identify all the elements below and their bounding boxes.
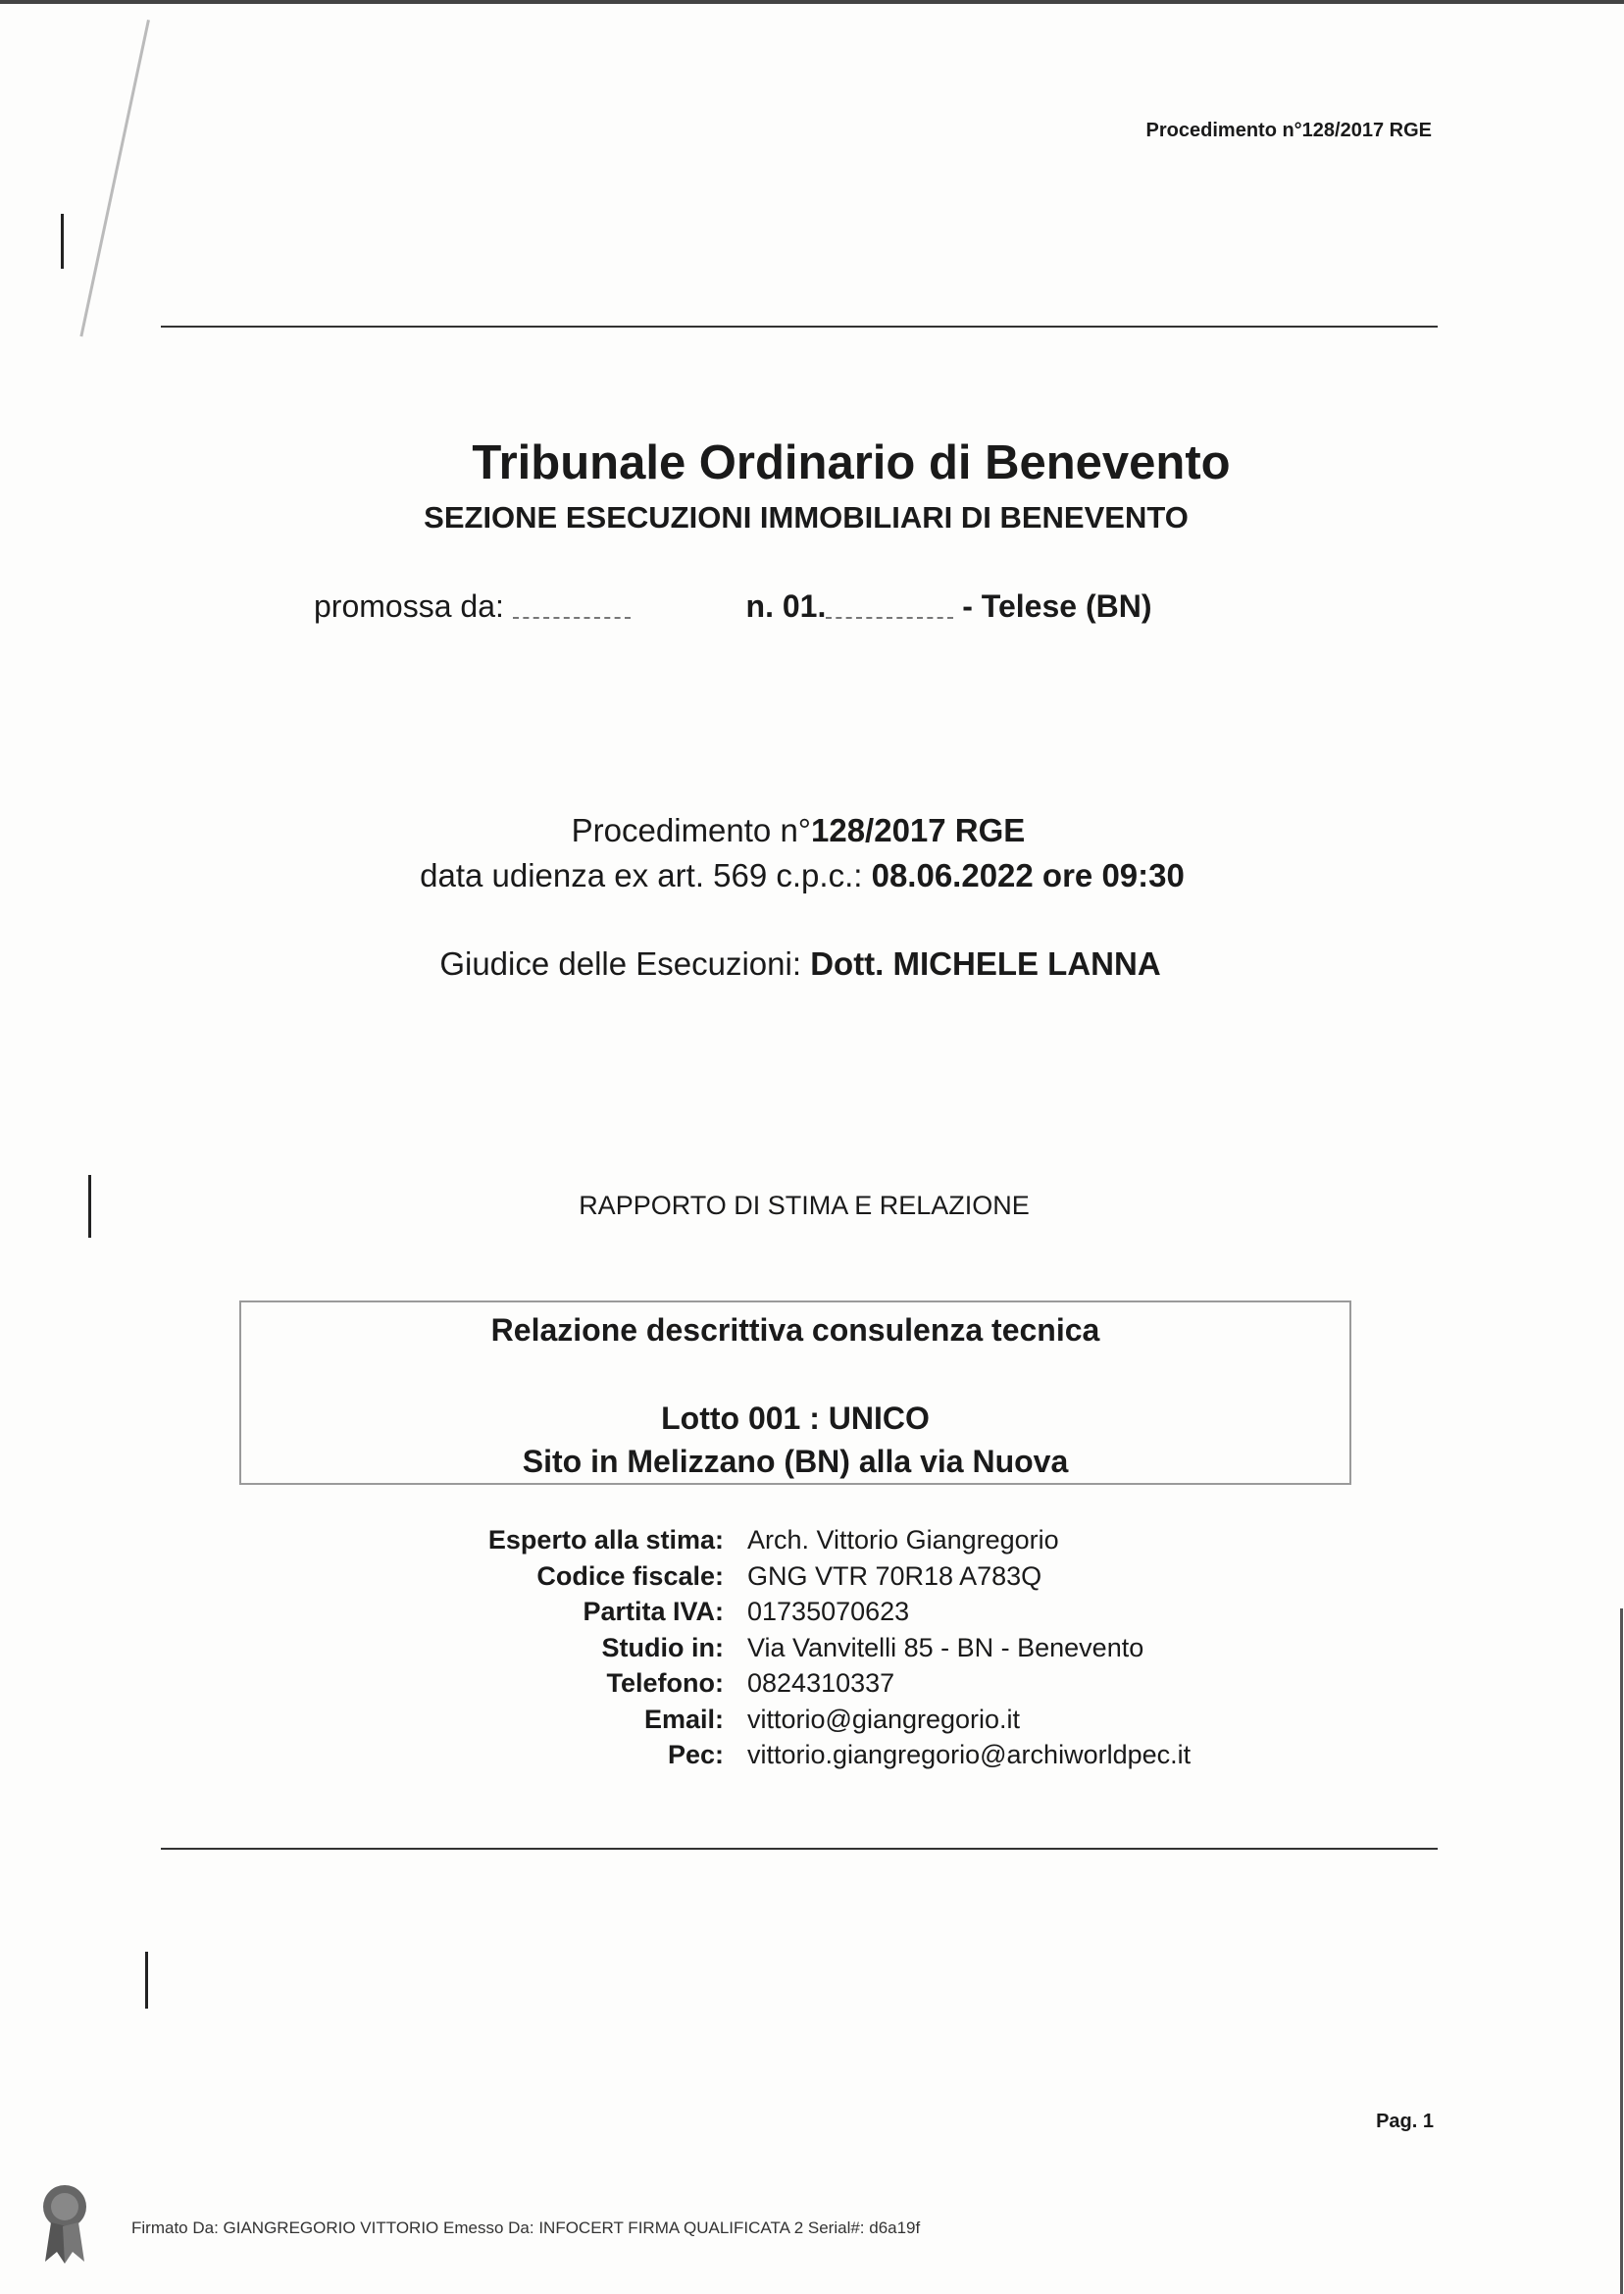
expert-label: Telefono: (606, 1668, 724, 1698)
expert-value: GNG VTR 70R18 A783Q (747, 1560, 1042, 1591)
judge-value: Dott. MICHELE LANNA (810, 945, 1161, 982)
expert-value: Arch. Vittorio Giangregorio (747, 1525, 1059, 1555)
redacted-name (513, 599, 631, 619)
hearing-line (0, 857, 1614, 894)
report-box-title: Relazione descrittiva consulenza tecnica (490, 1312, 1100, 1348)
expert-row (392, 1558, 1275, 1595)
procedure-line (0, 812, 1610, 849)
report-box (239, 1300, 1351, 1485)
expert-row (392, 1665, 1275, 1702)
court-section: SEZIONE ESECUZIONI IMMOBILIARI DI BENEVENTO (424, 500, 1189, 535)
expert-label: Codice fiscale: (536, 1560, 724, 1591)
promossa-suffix: - Telese (BN) (962, 588, 1152, 624)
hearing-label: data udienza ex art. 569 c.p.c.: (420, 857, 863, 893)
expert-value: Via Vanvitelli 85 - BN - Benevento (747, 1632, 1144, 1662)
report-lot: Lotto 001 : UNICO (661, 1401, 930, 1436)
expert-label: Esperto alla stima: (487, 1525, 724, 1555)
report-heading: RAPPORTO DI STIMA E RELAZIONE (579, 1191, 1030, 1220)
scan-top-shadow (0, 0, 1624, 4)
footer-rule (161, 1848, 1438, 1850)
expert-label: Partita IVA: (583, 1597, 724, 1626)
expert-value: 0824310337 (747, 1668, 895, 1698)
expert-label: Studio in: (601, 1632, 724, 1662)
judge-line (0, 945, 1612, 983)
scan-fold-line (79, 20, 150, 336)
scan-right-edge (1620, 1608, 1623, 2294)
report-location: Sito in Melizzano (BN) alla via Nuova (522, 1444, 1069, 1479)
procedure-number: 128/2017 RGE (811, 812, 1026, 848)
expert-row (392, 1594, 1275, 1630)
expert-value: vittorio.giangregorio@archiworldpec.it (747, 1740, 1192, 1769)
digital-signature: Firmato Da: GIANGREGORIO VITTORIO Emesso Da: INFOCERT FIRMA QUALIFICATA 2 Serial#: d6a19f (131, 2218, 921, 2237)
redacted-number (826, 599, 953, 619)
scan-mark (61, 214, 64, 269)
hearing-value: 08.06.2022 ore 09:30 (871, 857, 1185, 893)
expert-label: Email: (643, 1704, 724, 1734)
expert-label: Pec: (667, 1740, 724, 1769)
expert-row (392, 1630, 1275, 1666)
expert-value: 01735070623 (747, 1597, 910, 1626)
header-case-ref: Procedimento n°128/2017 RGE (1145, 120, 1432, 141)
expert-value: vittorio@giangregorio.it (747, 1704, 1021, 1734)
seal-icon (37, 2179, 92, 2266)
expert-row (392, 1737, 1275, 1773)
promossa-label: promossa da: (314, 588, 504, 624)
header-rule (161, 326, 1438, 328)
judge-label: Giudice delle Esecuzioni: (439, 945, 802, 982)
scan-mark (145, 1952, 148, 2009)
promossa-line (314, 588, 1151, 625)
page-number: Pag. 1 (1376, 2111, 1434, 2132)
procedure-label: Procedimento n° (571, 812, 811, 848)
expert-row (392, 1522, 1275, 1558)
expert-row (392, 1702, 1275, 1738)
promossa-number: n. 01. (745, 588, 827, 624)
expert-info (392, 1522, 1275, 1773)
court-title: Tribunale Ordinario di Benevento (472, 436, 1231, 489)
